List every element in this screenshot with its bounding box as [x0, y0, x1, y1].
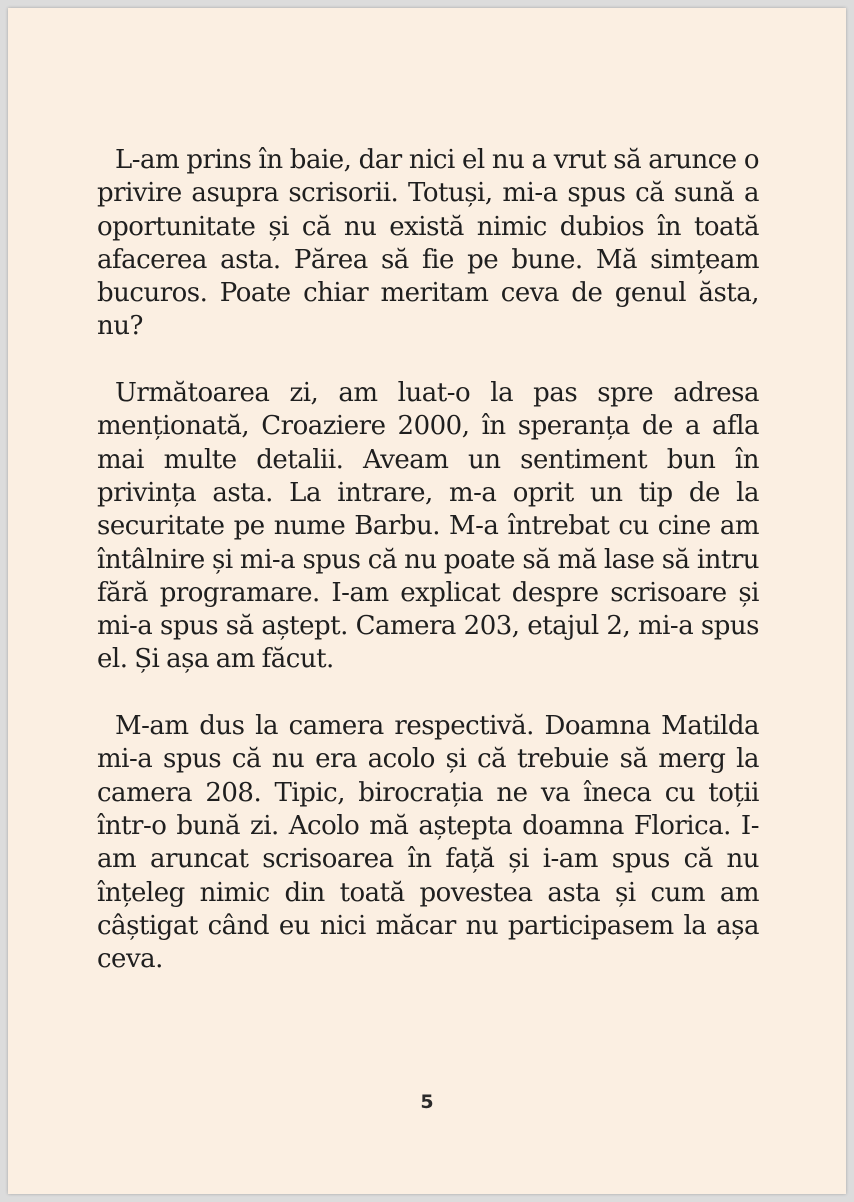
paragraph-1: L-am prins în baie, dar nici el nu a vrut să arunce o privire asupra scrisorii. Totuși, mi-a spus că sună a oportunitate și că nu există nimic dubios în toată afacerea asta. Părea să fie pe bune. Mă simțeam bucuros. Poate chiar meritam ceva de genul ăsta, nu?: [97, 145, 759, 342]
page-number: 5: [420, 1091, 434, 1113]
page-body: [97, 144, 759, 1010]
paragraph-3: M-am dus la camera respectivă. Doamna Matilda mi-a spus că nu era acolo și că trebuie să merg la camera 208. Tipic, birocrația ne va îneca cu toții într-o bună zi. Acolo mă aștepta doamna Florica. I-am aruncat scrisoarea în față și i-am spus că nu înțeleg nimic din toată povestea asta și cum am câștigat când eu nici măcar nu participasem la așa ceva.: [97, 711, 759, 975]
paragraph-2: Următoarea zi, am luat-o la pas spre adresa menționată, Croaziere 2000, în speranța de a afla mai multe detalii. Aveam un sentiment bun în privința asta. La intrare, m-a oprit un tip de la securitate pe nume Barbu. M-a întrebat cu cine am întâlnire și mi-a spus că nu poate să mă lase să intru fără programare. I-am explicat despre scrisoare și mi-a spus să aștept. Camera 203, etajul 2, mi-a spus el. Și așa am făcut.: [97, 378, 759, 675]
book-page: [8, 8, 846, 1194]
